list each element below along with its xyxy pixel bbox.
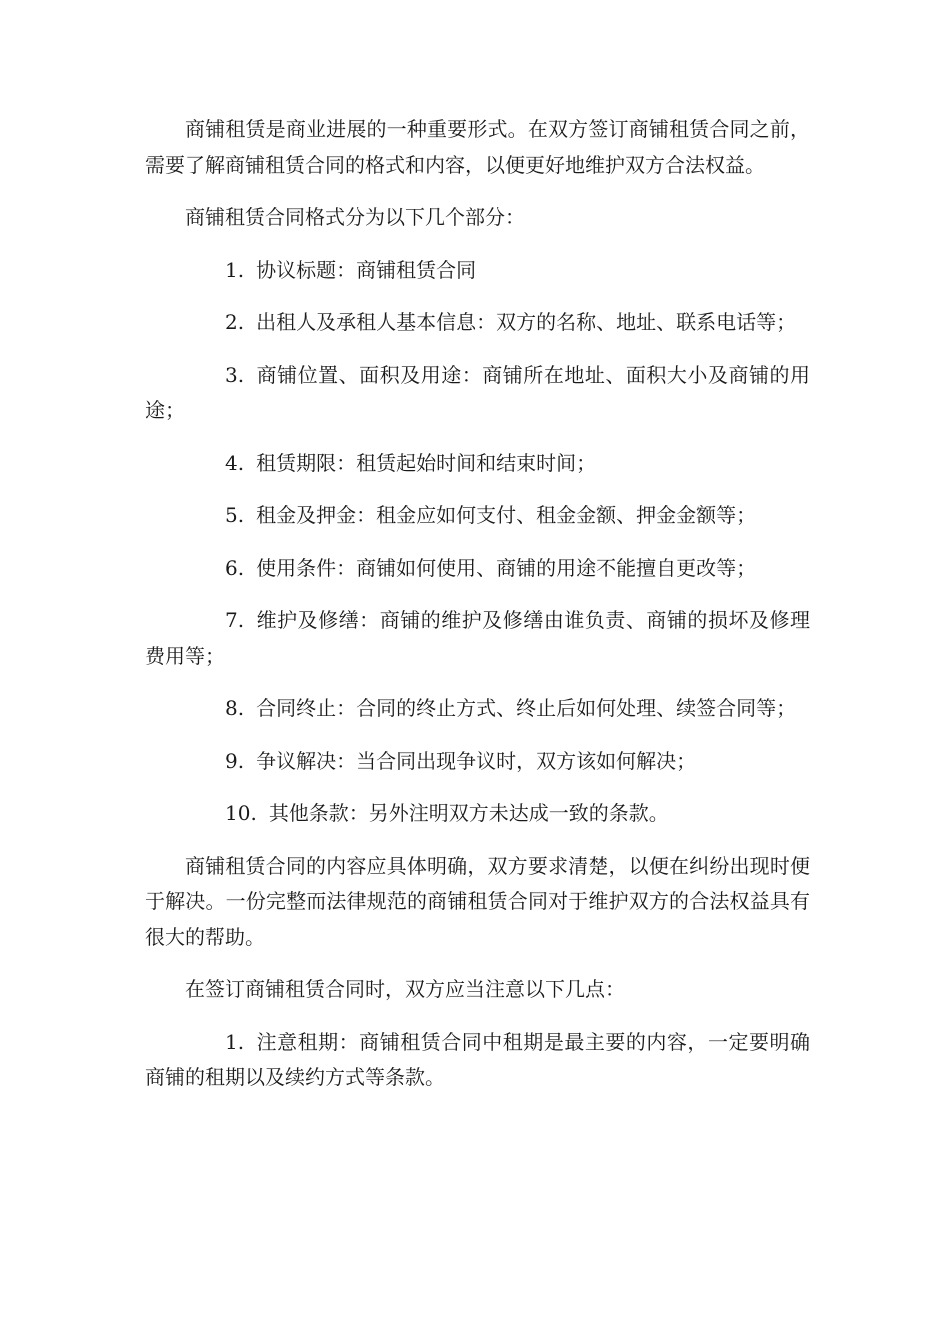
list-item-text: 合同终止：合同的终止方式、终止后如何处理、续签合同等；: [256, 696, 797, 720]
content-paragraph: 商铺租赁合同的内容应具体明确，双方要求清楚，以便在纠纷出现时便于解决。一份完整而法律规范的商铺租赁合同对于维护双方的合法权益具有很大的帮助。: [145, 853, 810, 949]
list-item: [145, 305, 810, 341]
list-item-number: 9.: [225, 748, 245, 773]
list-item: [145, 744, 810, 780]
list-item-number: 1.: [225, 1029, 245, 1054]
list-item-text: 租金及押金：租金应如何支付、租金金额、押金金额等；: [256, 503, 757, 527]
intro-paragraph: 商铺租赁是商业进展的一种重要形式。在双方签订商铺租赁合同之前，需要了解商铺租赁合同的格式和内容，以便更好地维护双方合法权益。: [145, 117, 810, 177]
list-item: [145, 253, 810, 289]
list-item-text: 维护及修缮：商铺的维护及修缮由谁负责、商铺的损坏及修理费用等；: [145, 608, 810, 668]
list-item-number: 2.: [225, 310, 245, 334]
list-item-text: 商铺位置、面积及用途：商铺所在地址、面积大小及商铺的用途；: [145, 362, 810, 422]
list-item-number: 7.: [225, 608, 245, 632]
list-item-number: 6.: [225, 555, 245, 580]
list-item: [145, 358, 810, 429]
list-item: [145, 1025, 810, 1096]
list-item: [145, 551, 810, 587]
list-item-number: 4.: [225, 450, 245, 475]
document-body: [145, 112, 810, 1113]
list-item-text: 其他条款：另外注明双方未达成一致的条款。: [268, 801, 669, 825]
list-item-number: 8.: [225, 696, 245, 720]
list-item-number: 1.: [225, 257, 245, 282]
list-item: [145, 446, 810, 482]
list-item-text: 协议标题：商铺租赁合同: [256, 257, 477, 282]
list-item-number: 5.: [225, 503, 245, 527]
list-item-text: 注意租期：商铺租赁合同中租期是最主要的内容，一定要明确商铺的租期以及续约方式等条款。: [145, 1029, 810, 1089]
list-item: [145, 603, 810, 674]
list-item-text: 争议解决：当合同出现争议时，双方该如何解决；: [256, 748, 697, 773]
list-item-text: 出租人及承租人基本信息：双方的名称、地址、联系电话等；: [256, 310, 797, 334]
list-item: [145, 796, 810, 832]
list-item-text: 使用条件：商铺如何使用、商铺的用途不能擅自更改等；: [256, 555, 757, 580]
list-item-number: 10.: [225, 801, 257, 825]
list-item: [145, 498, 810, 534]
list-item-number: 3.: [225, 362, 245, 387]
list-item: [145, 691, 810, 727]
list-item-text: 租赁期限：租赁起始时间和结束时间；: [256, 450, 597, 475]
format-heading: 商铺租赁合同格式分为以下几个部分：: [185, 205, 525, 229]
notes-heading: 在签订商铺租赁合同时，双方应当注意以下几点：: [185, 977, 625, 1001]
